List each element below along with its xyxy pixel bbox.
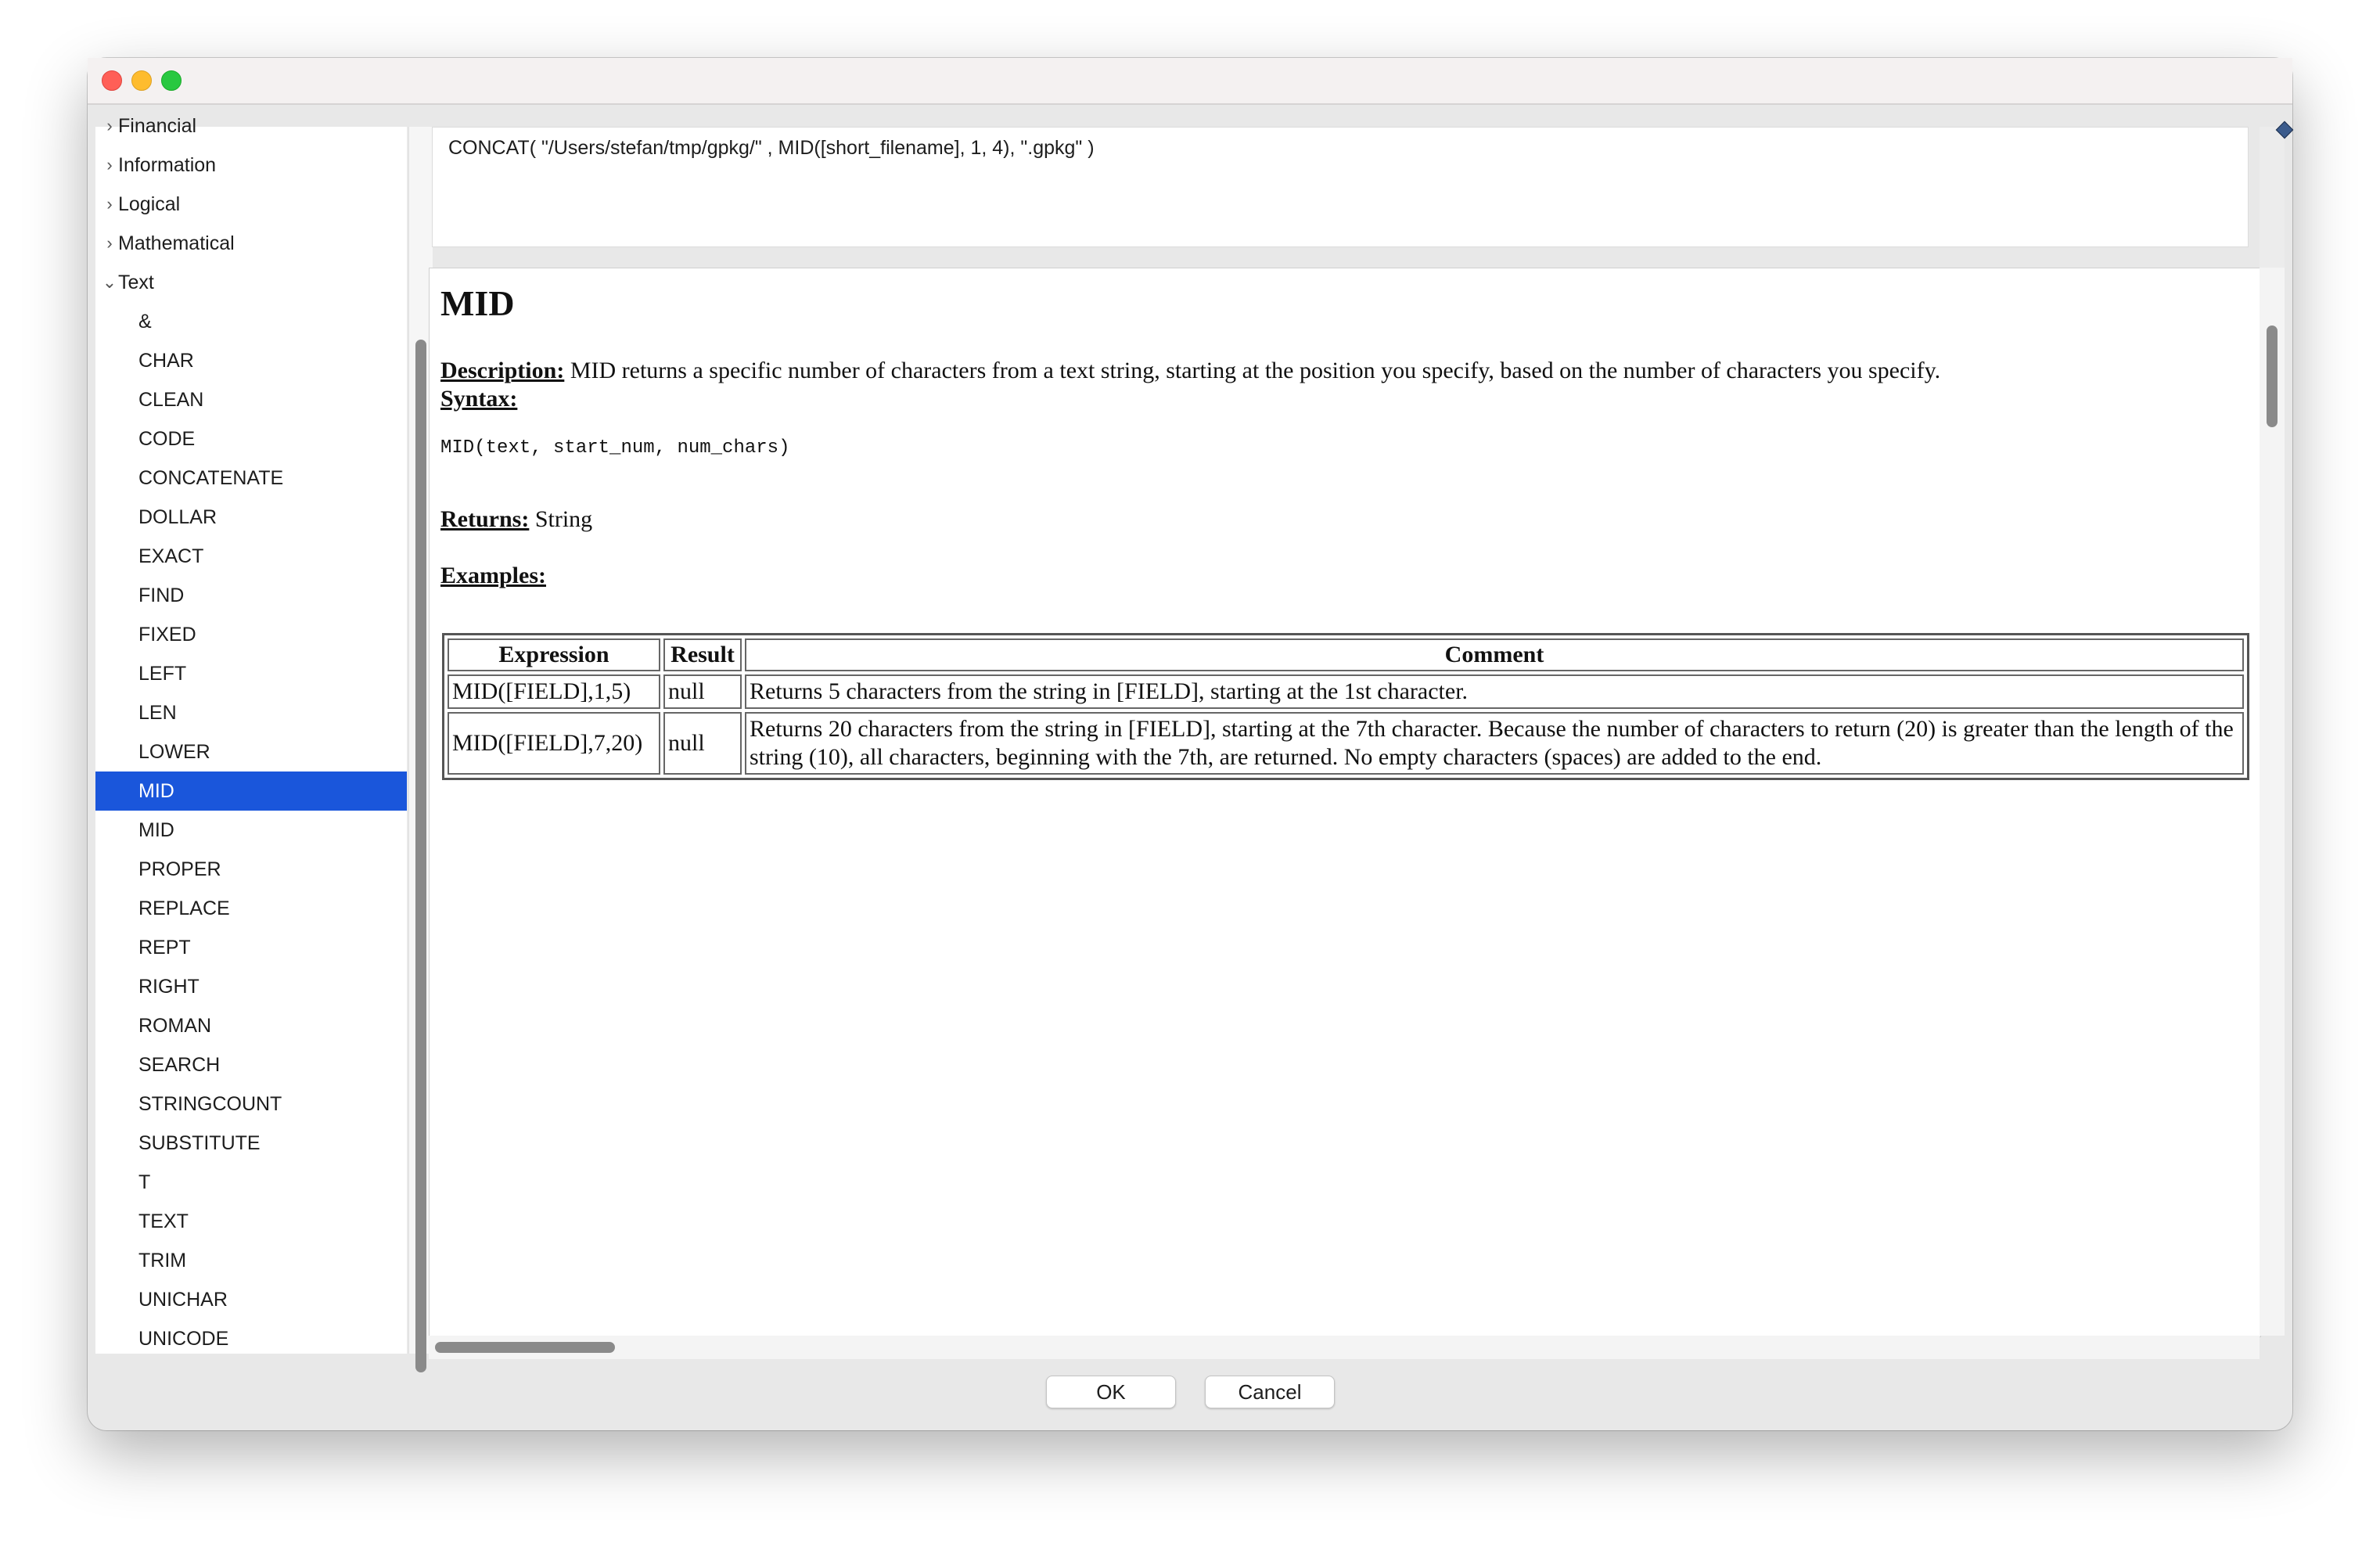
chevron-right-icon: › [106, 194, 113, 214]
expression-text[interactable]: CONCAT( "/Users/stefan/tmp/gpkg/" , MID([short_filename], 1, 4), ".gpkg" ) [448, 137, 1095, 159]
tree-function-label: EXACT [138, 545, 204, 567]
tree-function-item[interactable] [95, 302, 407, 341]
tree-function-label: DOLLAR [138, 506, 218, 528]
tree-function-item[interactable] [95, 928, 407, 967]
tree-category-logical[interactable]: › Logical [95, 185, 407, 224]
tree-function-label: LEN [138, 702, 177, 724]
close-window-button[interactable] [102, 70, 122, 91]
cell-comment: Returns 20 characters from the string in [FIELD], starting at the 7th character. Because the number of characters to return (20) is greater than the length of the string (10), all characters, beginning with the 7th, are returned. No empty characters (spaces) are added to the end. [745, 712, 2244, 775]
tree-function-label: STRINGCOUNT [138, 1093, 282, 1115]
tree-function-label: UNICHAR [138, 1289, 228, 1311]
column-header-expression: Expression [448, 638, 660, 671]
tree-function-label: T [138, 1171, 151, 1193]
tree-function-label: MID [138, 819, 174, 841]
minimize-window-button[interactable] [131, 70, 152, 91]
tree-function-item[interactable] [95, 1124, 407, 1163]
column-header-result: Result [663, 638, 742, 671]
tree-function-item[interactable] [95, 1280, 407, 1319]
tree-function-label: SEARCH [138, 1054, 221, 1076]
returns-line [440, 506, 592, 533]
table-row [448, 712, 2244, 775]
tree-function-item[interactable] [95, 1202, 407, 1241]
expression-builder-window [88, 58, 2292, 1430]
cell-comment: Returns 5 characters from the string in [FIELD], starting at the 1st character. [745, 674, 2244, 709]
tree-function-item[interactable] [95, 693, 407, 732]
returns-label: Returns: [440, 506, 530, 532]
tree-function-label: LOWER [138, 741, 210, 763]
tree-function-label: FIND [138, 584, 185, 606]
chevron-right-icon: › [106, 233, 113, 253]
tree-function-label: RIGHT [138, 976, 200, 998]
syntax-line [440, 386, 517, 412]
tree-function-label: CHAR [138, 350, 194, 372]
function-help-pane [429, 268, 2261, 1337]
tree-function-label: REPLACE [138, 897, 230, 919]
title-bar [88, 58, 2292, 105]
examples-line [440, 563, 546, 589]
tree-function-item[interactable] [95, 1319, 407, 1358]
tree-function-item[interactable] [95, 1163, 407, 1202]
description-text: MID returns a specific number of characters from a text string, starting at the position you specify, based on the number of characters you specify. [564, 358, 1941, 383]
tree-function-item[interactable] [95, 654, 407, 693]
zoom-window-button[interactable] [161, 70, 182, 91]
help-vertical-scroll-thumb[interactable] [2267, 326, 2278, 427]
tree-function-label: FIXED [138, 624, 196, 646]
tree-function-label: LEFT [138, 663, 187, 685]
help-horizontal-scroll-thumb[interactable] [435, 1342, 615, 1353]
syntax-code: MID(text, start_num, num_chars) [440, 437, 790, 459]
cell-result: null [663, 712, 742, 775]
tree-function-label: ROMAN [138, 1015, 212, 1037]
tree-category-mathematical[interactable]: › Mathematical [95, 224, 407, 263]
tree-function-item[interactable] [95, 967, 407, 1006]
syntax-label: Syntax: [440, 386, 518, 412]
cell-result: null [663, 674, 742, 709]
tree-function-item[interactable] [95, 537, 407, 576]
description-line [440, 358, 1940, 384]
tree-function-item[interactable] [95, 850, 407, 889]
tree-function-item[interactable] [95, 380, 407, 419]
help-horizontal-scrollbar[interactable] [429, 1336, 2260, 1359]
function-tree [95, 115, 407, 1354]
tree-function-item[interactable] [95, 341, 407, 380]
tree-function-item[interactable] [95, 459, 407, 498]
chevron-right-icon: › [106, 155, 113, 174]
tree-function-label: TEXT [138, 1210, 189, 1232]
table-row [448, 674, 2244, 709]
returns-value: String [529, 506, 593, 532]
tree-function-label: REPT [138, 937, 191, 959]
tree-function-label: UNICODE [138, 1328, 229, 1350]
tree-category-information[interactable]: › Information [95, 146, 407, 185]
description-label: Description: [440, 358, 565, 383]
examples-label: Examples: [440, 563, 546, 588]
tree-function-label: MID [138, 780, 174, 802]
tree-function-item[interactable] [95, 889, 407, 928]
tree-function-label: CLEAN [138, 389, 204, 411]
help-vertical-scrollbar[interactable] [2260, 268, 2285, 1336]
tree-function-item[interactable] [95, 419, 407, 459]
tree-function-item[interactable] [95, 576, 407, 615]
tree-function-label: & [138, 311, 152, 333]
tree-function-item[interactable] [95, 772, 407, 811]
tree-function-item[interactable] [95, 732, 407, 772]
tree-function-label: TRIM [138, 1250, 187, 1271]
tree-function-label: SUBSTITUTE [138, 1132, 261, 1154]
examples-table [442, 633, 2249, 780]
chevron-right-icon: › [106, 116, 113, 135]
tree-function-item[interactable] [95, 1241, 407, 1280]
tree-function-item[interactable] [95, 615, 407, 654]
cancel-button[interactable]: Cancel [1205, 1376, 1335, 1408]
sidebar-scroll-thumb[interactable] [415, 340, 426, 1372]
tree-function-item[interactable] [95, 1045, 407, 1084]
cell-expression: MID([FIELD],1,5) [448, 674, 660, 709]
tree-function-label: CODE [138, 428, 196, 450]
tree-function-label: PROPER [138, 858, 221, 880]
function-title: MID [440, 283, 515, 323]
tree-function-item[interactable] [95, 1006, 407, 1045]
tree-category-text[interactable]: ⌄ Text [95, 263, 407, 302]
table-header-row [448, 638, 2244, 671]
tree-category-financial[interactable]: › Financial [95, 106, 407, 146]
chevron-down-icon: ⌄ [102, 272, 117, 292]
tree-function-item[interactable] [95, 811, 407, 850]
tree-function-label: CONCATENATE [138, 467, 284, 489]
tree-function-item[interactable] [95, 1084, 407, 1124]
tree-function-item[interactable] [95, 498, 407, 537]
column-header-comment: Comment [745, 638, 2244, 671]
expression-editor[interactable] [432, 127, 2249, 247]
cell-expression: MID([FIELD],7,20) [448, 712, 660, 775]
ok-button[interactable]: OK [1046, 1376, 1176, 1408]
